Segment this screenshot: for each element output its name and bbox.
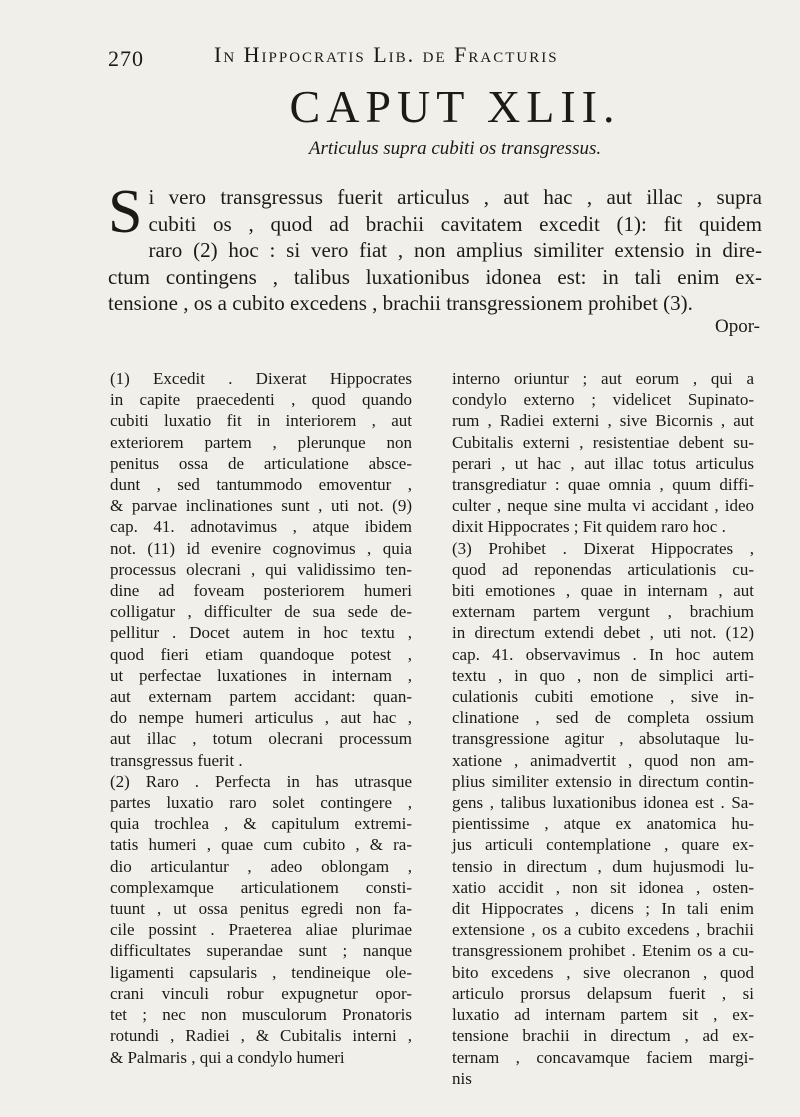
commentary-line: biti emotiones , quae in internam , aut [452, 581, 754, 601]
commentary-line: (3) Prohibet . Dixerat Hippocrates , [452, 538, 754, 558]
main-text-line: raro (2) hoc : si vero fiat , non amplius similiter extensio in dire- [148, 238, 762, 262]
main-text-line: ctum contingens , talibus luxationibus idonea est: in tali enim ex- [108, 264, 762, 289]
commentary-line: aut externam partem accidant: quan- [110, 687, 412, 707]
chapter-title: CAPUT XLII. [289, 81, 621, 132]
commentary-line: luxatio ad internam partem sit , ex- [452, 1005, 754, 1025]
commentary-line: transgressionem prohibet . Etenim os a cu- [452, 941, 754, 961]
commentary-line: ut perfectae luxationes in internam , [110, 665, 412, 685]
commentary-line: cubiti luxatio fit in interiorem , aut [110, 411, 412, 431]
commentary-line: dine ad foveam posteriorem humeri [110, 581, 412, 601]
commentary-line: xatio accidit , non sit idonea , osten- [452, 877, 754, 897]
commentary-line: complexamque articulationem consti- [110, 877, 412, 897]
commentary-line: bito excedens , sive olecranon , quod [452, 962, 754, 982]
commentary-line: condylo externo ; videlicet Supinato- [452, 390, 754, 410]
commentary-line: interno oriuntur ; aut eorum , qui a [452, 369, 754, 388]
commentary-line: perari , ut hac , aut illac totus articulus [452, 453, 754, 473]
main-text-line: i vero transgressus fuerit articulus , aut hac , aut illac , supra [148, 185, 762, 209]
commentary-left-column [110, 368, 412, 1068]
commentary-line: quod fieri etiam quandoque potest , [110, 644, 412, 664]
commentary-line: textu , in quo , non de simplici arti- [452, 665, 754, 685]
commentary-line: Cubitalis externi , resistentiae debent su- [452, 432, 754, 452]
commentary-line: externam partem vergunt , brachium [452, 602, 754, 622]
commentary-line: cap. 41. observavimus . In hoc autem [452, 644, 754, 664]
commentary-line: penitus ossa de articulatione absce- [110, 453, 412, 473]
commentary-line: & Palmaris , qui a condylo humeri [110, 1047, 345, 1067]
commentary-line: partes luxatio raro solet contingere , [110, 793, 412, 813]
commentary-line: dio articulantur , adeo oblongam , [110, 856, 412, 876]
commentary-line: jus articuli contemplatione , quare ex- [452, 835, 754, 855]
commentary-line: cile possint . Praeterea aliae plurimae [110, 920, 412, 940]
commentary-line: nis [452, 1068, 472, 1088]
commentary-line: quia trochlea , & capitulum extremi- [110, 814, 412, 834]
drop-cap: S [108, 178, 143, 246]
commentary-line: cap. 41. adnotavimus , atque ibidem [110, 517, 412, 537]
commentary-line: gens , talibus luxationibus idonea est . Sa- [452, 793, 754, 813]
commentary-line: crani vinculi robur expugnetur opor- [110, 983, 412, 1003]
commentary-line: culter , neque sine multa vi accidant , ideo [452, 496, 754, 516]
commentary-line: exteriorem partem , plerunque non [110, 432, 412, 452]
commentary-right-column [452, 368, 754, 1089]
commentary-line: transgrediatur : quae omnia , quum diffi- [452, 475, 754, 495]
commentary-line: transgressus fuerit . [110, 750, 243, 770]
main-text-line: cubiti os , quod ad brachii cavitatem excedit (1): fit quidem [148, 211, 762, 236]
commentary-line: dixit Hippocrates ; Fit quidem raro hoc . [452, 517, 726, 537]
commentary-line: plius similiter extensio in directum contin- [452, 771, 754, 791]
running-head: In Hippocratis Lib. de Fracturis [214, 42, 559, 67]
commentary-line: tet ; nec non musculorum Pronatoris [110, 1005, 412, 1025]
commentary-line: dunt , sed tantummodo emoventur , [110, 475, 412, 495]
page-number: 270 [108, 46, 144, 71]
commentary-line: & parvae inclinationes sunt , uti not. (9) [110, 496, 412, 516]
catchword: Opor- [715, 316, 760, 337]
commentary-line: in directum extendi debet , uti not. (12) [452, 623, 754, 643]
commentary-line: pientissime , atque ex anatomica hu- [452, 814, 754, 834]
commentary-line: ternam , concavamque faciem margi- [452, 1047, 754, 1067]
commentary-line: extensione , os a cubito excedens , brachii [452, 920, 754, 940]
commentary-line: ligamenti capsularis , tendineique ole- [110, 962, 412, 982]
main-text-line: tensione , os a cubito excedens , brachii transgressionem prohibet (3). [108, 291, 693, 315]
commentary-line: difficultates superandae sunt ; nanque [110, 941, 412, 961]
main-text [108, 178, 762, 317]
commentary-line: (1) Excedit . Dixerat Hippocrates [110, 369, 412, 388]
commentary-line: quod ad reponendas articulationis cu- [452, 559, 754, 579]
commentary-line: not. (11) id evenire cognovimus , quia [110, 538, 412, 558]
commentary-line: clinatione , sed de completa ossium [452, 708, 754, 728]
commentary-line: pellitur . Docet autem in hoc textu , [110, 623, 412, 643]
commentary-line: processus olecrani , qui validissimo ten- [110, 559, 412, 579]
commentary-line: tuunt , ut ossa penitus egredi non fa- [110, 899, 412, 919]
commentary-line: articulo prorsus delapsum fuerit , si [452, 983, 754, 1003]
commentary-line: in capite praecedenti , quod quando [110, 390, 412, 410]
commentary-line: aut illac , totum olecrani processum [110, 729, 412, 749]
commentary-line: tensio in directum , dum hujusmodi lu- [452, 856, 754, 876]
commentary-line: tensione brachii in directum , ad ex- [452, 1026, 754, 1046]
commentary-line: do nempe humeri articulus , aut hac , [110, 708, 412, 728]
commentary-line: dit Hippocrates , dicens ; In tali enim [452, 899, 754, 919]
commentary-line: colligatur , difficulter de sua sede de- [110, 602, 412, 622]
chapter-subtitle: Articulus supra cubiti os transgressus. [308, 138, 602, 159]
commentary-line: rotundi , Radiei , & Cubitalis interni , [110, 1026, 412, 1046]
commentary-line: rum , Radiei externi , sive Bicornis , aut [452, 411, 754, 431]
commentary-line: xatione , animadvertit , quod non am- [452, 750, 754, 770]
commentary-line: transgressione agitur , absolutaque lu- [452, 729, 754, 749]
commentary-line: tatis humeri , quae cum cubito , & ra- [110, 835, 412, 855]
commentary-line: (2) Raro . Perfecta in has utrasque [110, 771, 412, 791]
commentary-line: culationis cubiti emotione , sive in- [452, 687, 754, 707]
